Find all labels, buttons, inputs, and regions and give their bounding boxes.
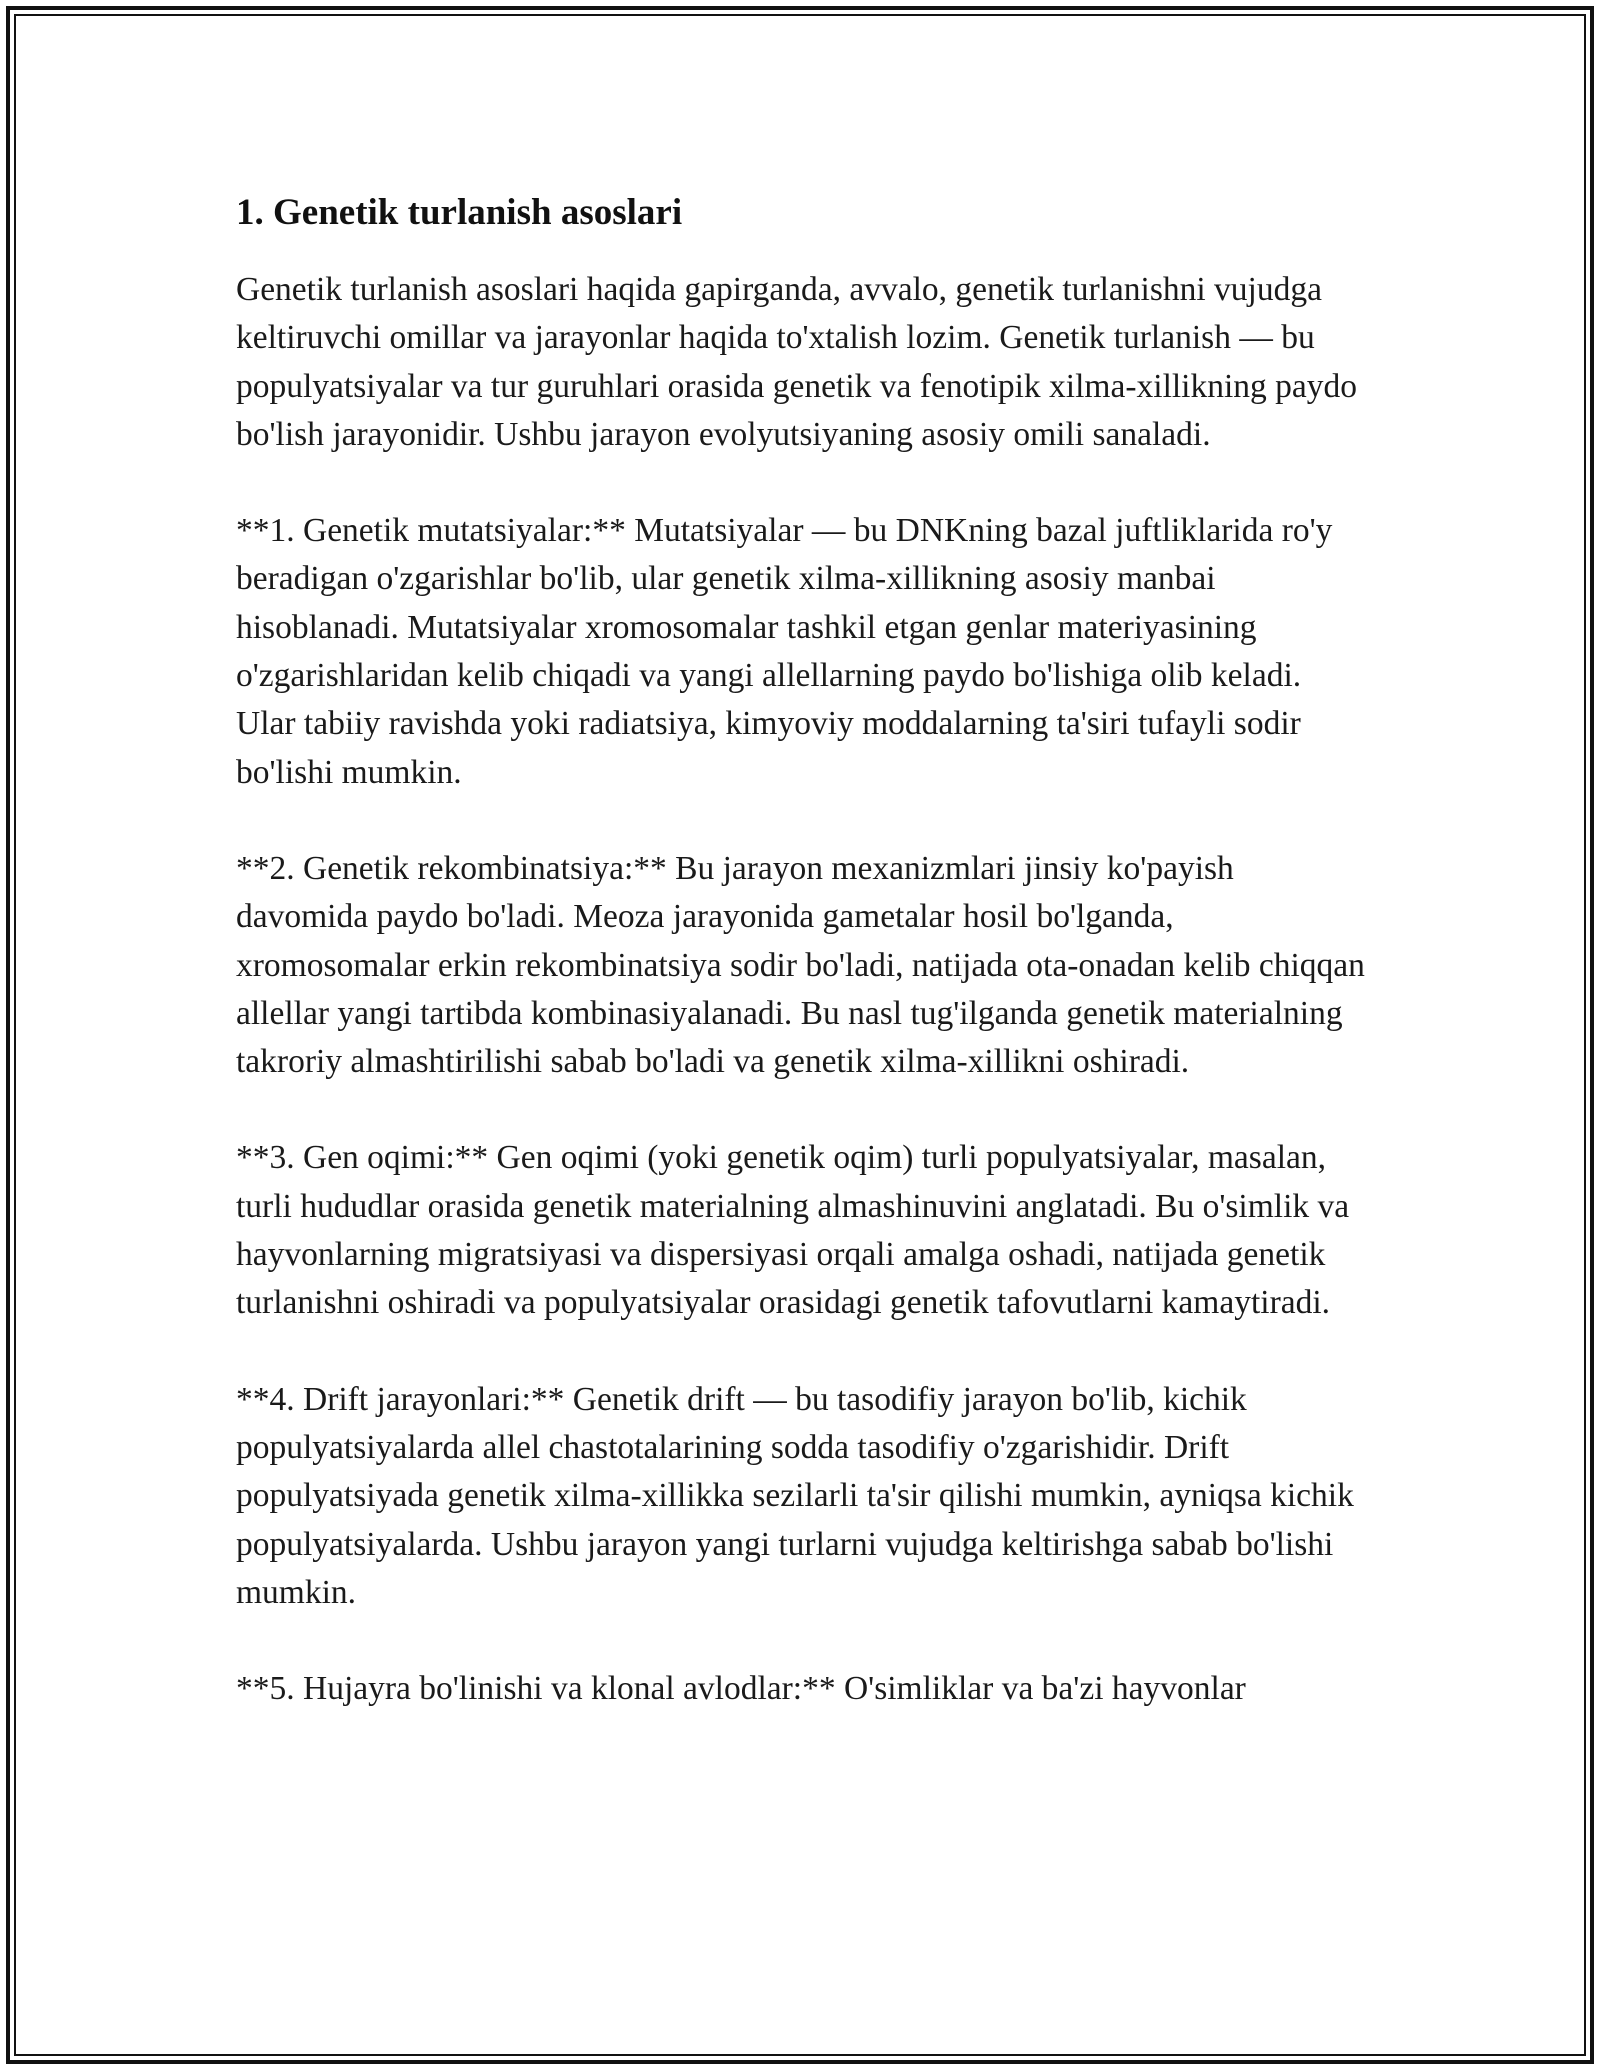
paragraph-mutations: **1. Genetik mutatsiyalar:** Mutatsiyalar — bu DNKning bazal juftliklarida ro'y beradigan o'zgarishlar bo'lib, ular genetik xilma-xillikning asosiy manbai hisoblanadi. Mutatsiyalar xromosomalar tashkil etgan genlar materiyasining o'zgarishlaridan kelib chiqadi va yangi allellarning paydo bo'lishiga olib keladi. Ular tabiiy ravishda yoki radiatsiya, kimyoviy moddalarning ta'siri tufayli sodir bo'lishi mumkin. [236,512,1333,791]
paragraph-drift: **4. Drift jarayonlari:** Genetik drift — bu tasodifiy jarayon bo'lib, kichik populyatsiyalarda allel chastotalarining sodda tasodifiy o'zgarishidir. Drift populyatsiyada genetik xilma-xillikka sezilarli ta'sir qilishi mumkin, ayniqsa kichik populyatsiyalarda. Ushbu jarayon yangi turlarni vujudga keltirishga sabab bo'lishi mumkin. [236,1380,1354,1611]
paragraph-gene-flow: **3. Gen oqimi:** Gen oqimi (yoki genetik oqim) turli populyatsiyalar, masalan, turli hududlar orasida genetik materialning almashinuvini anglatadi. Bu o'simlik va hayvonlarning migratsiyasi va dispersiyasi orqali amalga oshadi, natijada genetik turlanishni oshiradi va populyatsiyalar orasidagi genetik tafovutlarni kamaytiradi. [236,1139,1350,1322]
paragraph-cell-division: **5. Hujayra bo'linishi va klonal avlodlar:** O'simliklar va ba'zi hayvonlar [236,1670,1246,1708]
paragraph-recombination: **2. Genetik rekombinatsiya:** Bu jarayon mexanizmlari jinsiy ko'payish davomida paydo bo'ladi. Meoza jarayonida gametalar hosil bo'lganda, xromosomalar erkin rekombinatsiya sodir bo'ladi, natijada ota-onadan kelib chiqqan allellar yangi tartibda kombinasiyalanadi. Bu nasl tug'ilganda genetik materialning takroriy almashtirilishi sabab bo'ladi va genetik xilma-xillikni oshiradi. [236,849,1365,1081]
document-body [236,186,1366,1713]
section-heading: 1. Genetik turlanish asoslari [236,192,683,233]
intro-paragraph: Genetik turlanish asoslari haqida gapirganda, avvalo, genetik turlanishni vujudga keltiruvchi omillar va jarayonlar haqida to'xtalish lozim. Genetik turlanish — bu populyatsiyalar va tur guruhlari orasida genetik va fenotipik xilma-xillikning paydo bo'lish jarayonidir. Ushbu jarayon evolyutsiyaning asosiy omili sanaladi. [236,271,1358,453]
